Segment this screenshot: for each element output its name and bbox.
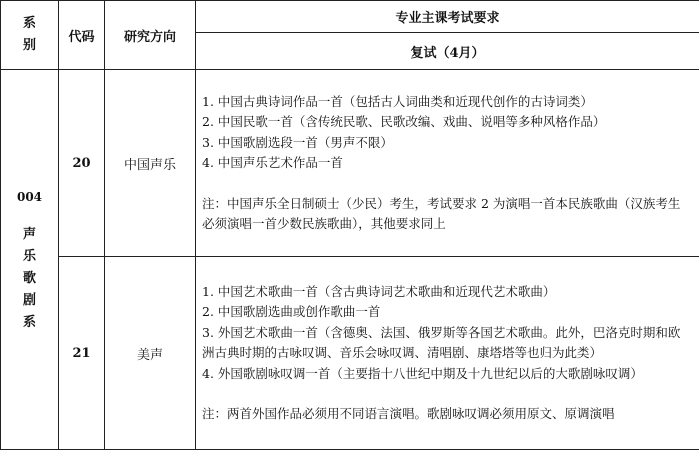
requirement-item: 4. 中国声乐艺术作品一首	[202, 153, 691, 174]
department-name-char-5: 系	[1, 312, 58, 334]
header-department	[1, 1, 59, 70]
department-name-char-3: 歌	[1, 268, 58, 290]
requirement-item: 1. 中国古典诗词作品一首（包括古人词曲类和近现代创作的古诗词类）	[202, 92, 691, 113]
department-name-char-2: 乐	[1, 246, 58, 268]
row-code-21: 21	[59, 257, 105, 450]
requirement-item: 3. 外国艺术歌曲一首（含德奥、法国、俄罗斯等各国艺术歌曲。此外，巴洛克时期和欧洲古典时期的古咏叹调、音乐会咏叹调、清唱剧、康塔塔等也归为此类）	[202, 323, 691, 364]
header-department-char-1: 系	[1, 13, 58, 35]
header-requirements: 专业主课考试要求	[196, 1, 699, 33]
department-cell	[1, 70, 59, 450]
row-requirements-chinese-vocal	[196, 70, 699, 257]
requirement-item: 4. 外国歌剧咏叹调一首（主要指十八世纪中期及十九世纪以后的大歌剧咏叹调）	[202, 364, 691, 385]
requirement-item: 2. 中国民歌一首（含传统民歌、民歌改编、戏曲、说唱等多种风格作品）	[202, 112, 691, 133]
row-direction-chinese-vocal: 中国声乐	[105, 70, 196, 257]
header-retest: 复试（4月）	[196, 33, 699, 70]
requirement-item: 2. 中国歌剧选曲或创作歌曲一首	[202, 302, 691, 323]
requirement-note: 注：中国声乐全日制硕士（少民）考生，考试要求 2 为演唱一首本民族歌曲（汉族考生必须演唱一首少数民族歌曲），其他要求同上	[202, 194, 691, 235]
department-name-char-1: 声	[1, 224, 58, 246]
department-code: 004	[1, 186, 58, 208]
row-direction-bel-canto: 美声	[105, 257, 196, 450]
department-name-char-4: 剧	[1, 290, 58, 312]
header-code: 代码	[59, 1, 105, 70]
requirement-item: 3. 中国歌剧选段一首（男声不限）	[202, 133, 691, 154]
row-requirements-bel-canto	[196, 257, 699, 450]
header-direction: 研究方向	[105, 1, 196, 70]
requirement-item: 1. 中国艺术歌曲一首（含古典诗词艺术歌曲和近现代艺术歌曲）	[202, 282, 691, 303]
requirement-note: 注：两首外国作品必须用不同语言演唱。歌剧咏叹调必须用原文、原调演唱	[202, 404, 691, 425]
row-code-20: 20	[59, 70, 105, 257]
header-department-char-2: 别	[1, 35, 58, 57]
